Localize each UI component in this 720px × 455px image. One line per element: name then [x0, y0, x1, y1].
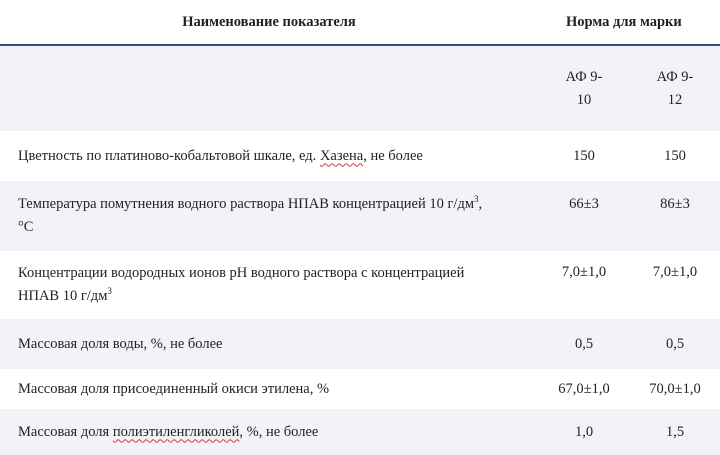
row-water-v2: 0,5 — [665, 335, 685, 352]
text-part: , не более — [363, 147, 423, 164]
text-part: Температура помутнения водного раствора НПАВ концентрацией 10 г/дм — [18, 196, 475, 212]
superscript: 3 — [474, 194, 479, 205]
header-grade-norm: Норма для марки — [566, 13, 682, 30]
text-part: Массовая доля — [18, 423, 113, 440]
grade-af-9-12-line1: АФ 9- — [656, 68, 694, 85]
table-row — [0, 319, 720, 369]
table-row — [0, 181, 720, 251]
row-cloud-point-v2: 86±3 — [660, 196, 690, 212]
row-peg-v2: 1,5 — [665, 423, 685, 440]
row-color-v1: 150 — [573, 147, 595, 164]
grade-af-9-10-line2: 10 — [576, 91, 592, 108]
row-ethylene-oxide-v1: 67,0±1,0 — [558, 380, 610, 397]
text-part: Цветность по платиново-кобальтовой шкале, ед. — [18, 147, 320, 164]
table-row — [0, 251, 720, 319]
grade-af-9-10 — [538, 66, 630, 112]
row-color-v2: 150 — [664, 147, 686, 164]
text-part: , %, не более — [239, 423, 319, 440]
row-ethylene-oxide-name: Массовая доля присоединенный окиси этилена, % — [18, 380, 330, 397]
spellcheck-word: полиэтиленгликолей — [112, 423, 240, 440]
table-row — [0, 369, 720, 409]
table-row — [0, 409, 720, 455]
spellcheck-word: Хазена — [319, 147, 364, 164]
row-ph-v2: 7,0±1,0 — [652, 264, 698, 280]
row-color-name — [0, 145, 538, 168]
superscript: 3 — [107, 286, 112, 297]
text-part: Концентрации водородных ионов рН водного раствора с концентрацией — [18, 265, 465, 281]
text-part: НПАВ 10 г/дм — [18, 288, 108, 304]
grade-row — [0, 46, 720, 131]
grade-af-9-12 — [630, 66, 720, 112]
table-header — [0, 0, 720, 46]
grade-af-9-12-line2: 12 — [667, 91, 683, 108]
row-ethylene-oxide-v2: 70,0±1,0 — [649, 380, 701, 397]
row-ph-v1: 7,0±1,0 — [561, 264, 607, 280]
table-row — [0, 131, 720, 181]
row-cloud-point-v1: 66±3 — [569, 196, 599, 212]
row-peg-v1: 1,0 — [574, 423, 594, 440]
row-water-name: Массовая доля воды, %, не более — [18, 335, 223, 352]
text-part: , — [478, 196, 483, 212]
text-part: °С — [18, 219, 34, 235]
row-ph-name — [0, 262, 538, 308]
header-indicator-name: Наименование показателя — [182, 13, 356, 30]
row-peg-name — [0, 421, 538, 444]
row-cloud-point-name — [0, 193, 538, 239]
row-water-v1: 0,5 — [574, 335, 594, 352]
grade-af-9-10-line1: АФ 9- — [565, 68, 603, 85]
